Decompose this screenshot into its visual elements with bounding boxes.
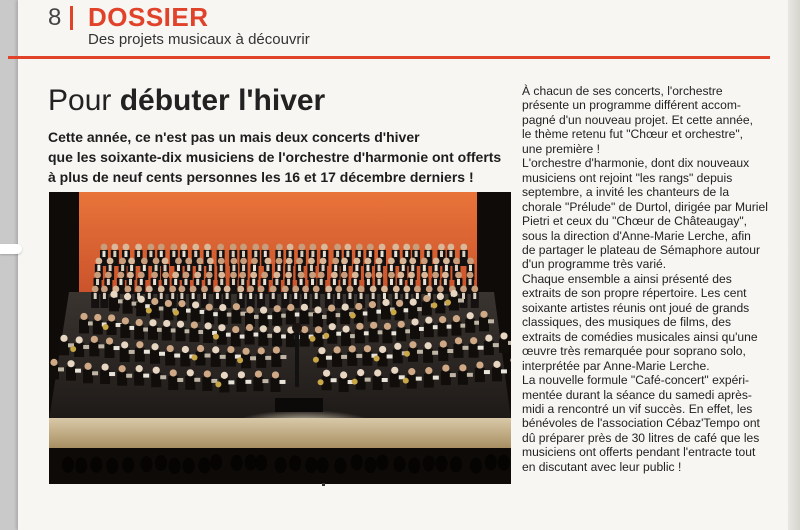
body-line: La nouvelle formule "Café-concert" expéri- [522, 373, 750, 388]
body-line: classiques, des musiques de films, des [522, 315, 732, 330]
body-line: de partager le plateau de Sémaphore autour [522, 242, 761, 257]
body-line: Chaque ensemble a ainsi présenté des [522, 271, 732, 286]
body-line: le thème retenu fut "Chœur et orchestre", [522, 127, 743, 142]
body-line: musiciens ont rejoint "les rangs" depuis [522, 170, 733, 185]
body-line: pagné d'un nouveau projet. Et cette année, [522, 112, 753, 127]
body-line: œuvre très remarquée pour soprano solo, [522, 344, 746, 359]
section-title: DOSSIER [88, 2, 209, 32]
body-line: extraits de son propre répertoire. Les cent [522, 286, 747, 301]
photo-dot [322, 483, 325, 486]
page-tab-marker [0, 244, 22, 254]
body-line: À chacun de ses concerts, l'orchestre [522, 84, 723, 98]
body-line: soixante artistes réunis ont joué de grands [522, 300, 750, 315]
body-line: interprétée par Anne-Marie Lerche. [522, 358, 710, 373]
body-line: chorale "Prélude" de Durtol, dirigée par Muriel [522, 199, 768, 214]
concert-photo [49, 192, 511, 484]
article-body [522, 84, 768, 474]
body-line: présente un programme différent accom- [522, 98, 741, 113]
body-line: mentée durant la séance du samedi après- [522, 387, 752, 402]
body-line: d'un programme très varié. [522, 257, 667, 272]
body-line: sous la direction d'Anne-Marie Lerche, afin [522, 228, 751, 243]
title-light: Pour [48, 84, 112, 117]
body-line: en discutant avec leur public ! [522, 459, 682, 474]
article-title [48, 84, 325, 118]
article-lead [48, 127, 502, 187]
body-line: septembre, a invité les chanteurs de la [522, 185, 730, 200]
body-line: extraits de comédies musicales ainsi qu'une [522, 329, 758, 344]
body-line: bénévoles de l'association Cébaz'Tempo ont [522, 416, 760, 431]
concert-photo-illustration [49, 192, 511, 484]
body-line: L'orchestre d'harmonie, dont dix nouveaux [522, 156, 750, 171]
lead-line: Cette année, ce n'est pas un mais deux concerts d'hiver [48, 129, 420, 145]
stage-front [49, 418, 511, 448]
lead-line: que les soixante-dix musiciens de l'orchestre d'harmonie ont offerts [48, 149, 502, 165]
page-number: 8 [48, 4, 63, 31]
body-line: midi a rencontré un vif succès. En effet, les [522, 401, 753, 416]
title-bold: débuter l'hiver [119, 84, 326, 117]
header-divider [70, 6, 73, 30]
page-edge [788, 0, 800, 530]
body-line: Pietri et ceux du "Chœur de Châteaugay", [522, 214, 748, 229]
lead-line: à plus de neuf cents personnes les 16 et 17 décembre derniers ! [48, 169, 474, 185]
body-line: musiciens ont offerts pendant l'entracte tout [522, 445, 756, 460]
body-line: une première ! [522, 141, 600, 156]
section-subtitle: Des projets musicaux à découvrir [88, 31, 310, 48]
header-rule [8, 56, 770, 59]
body-line: dû préparer près de 30 litres de café que les [522, 430, 760, 445]
